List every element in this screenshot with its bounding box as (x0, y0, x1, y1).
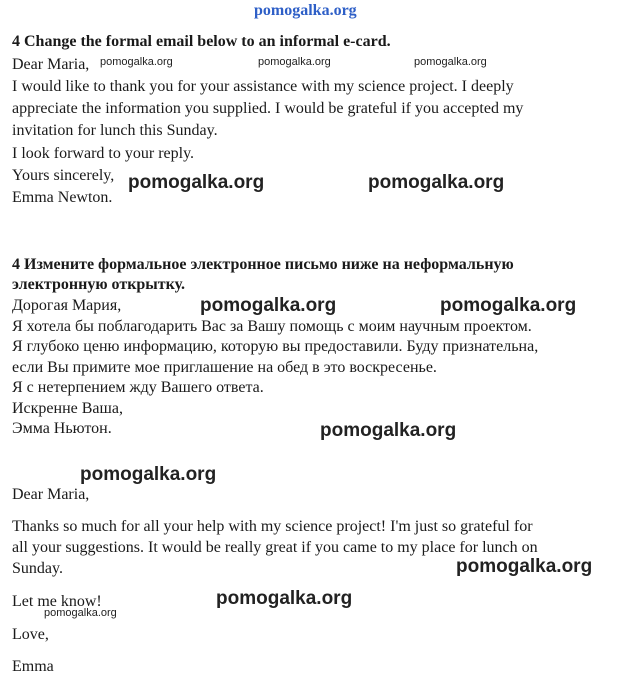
english-line: Yours sincerely, (12, 167, 115, 184)
answer-body-line: Thanks so much for all your help with my science project! I'm just so grateful for (12, 518, 533, 535)
watermark: pomogalka.org (216, 588, 353, 609)
watermark: pomogalka.org (80, 464, 217, 485)
russian-heading-line2: электронную открытку. (12, 276, 186, 293)
russian-line: Я глубоко ценю информацию, которую вы предоставили. Буду признательна, (12, 338, 539, 355)
watermark: pomogalka.org (440, 295, 577, 316)
english-line: invitation for lunch this Sunday. (12, 122, 218, 139)
russian-line: Эмма Ньютон. (12, 420, 112, 437)
watermark: pomogalka.org (128, 172, 265, 193)
russian-line: Искренне Ваша, (12, 400, 123, 417)
answer-closing: Let me know! (12, 593, 102, 610)
answer-body-line: all your suggestions. It would be really great if you came to my place for lunch on (12, 539, 538, 556)
watermark: pomogalka.org (258, 56, 331, 68)
russian-line-greeting: Дорогая Мария, (12, 297, 122, 314)
watermark: pomogalka.org (200, 295, 337, 316)
watermark: pomogalka.org (100, 56, 173, 68)
english-line-greeting: Dear Maria, (12, 56, 90, 73)
russian-line: если Вы примите мое приглашение на обед в это воскресенье. (12, 359, 437, 376)
english-line: I look forward to your reply. (12, 145, 195, 162)
russian-heading-line1: 4 Измените формальное электронное письмо ниже на неформальную (12, 256, 514, 273)
watermark: pomogalka.org (368, 172, 505, 193)
english-line: I would like to thank you for your assistance with my science project. I deeply (12, 78, 514, 95)
answer-greeting: Dear Maria, (12, 486, 90, 503)
russian-line: Я хотела бы поблагодарить Вас за Вашу помощь с моим научным проектом. (12, 318, 532, 335)
watermark: pomogalka.org (456, 556, 593, 577)
english-heading: 4 Change the formal email below to an informal e-card. (12, 33, 391, 50)
answer-signoff: Love, (12, 626, 49, 643)
answer-name: Emma (12, 658, 54, 675)
english-line: appreciate the information you supplied. I would be grateful if you accepted my (12, 100, 524, 117)
watermark: pomogalka.org (414, 56, 487, 68)
russian-line: Я с нетерпением жду Вашего ответа. (12, 379, 264, 396)
watermark: pomogalka.org (320, 420, 457, 441)
english-line: Emma Newton. (12, 189, 113, 206)
answer-body-line: Sunday. (12, 560, 63, 577)
top-watermark: pomogalka.org (254, 2, 357, 19)
watermark: pomogalka.org (44, 607, 117, 619)
